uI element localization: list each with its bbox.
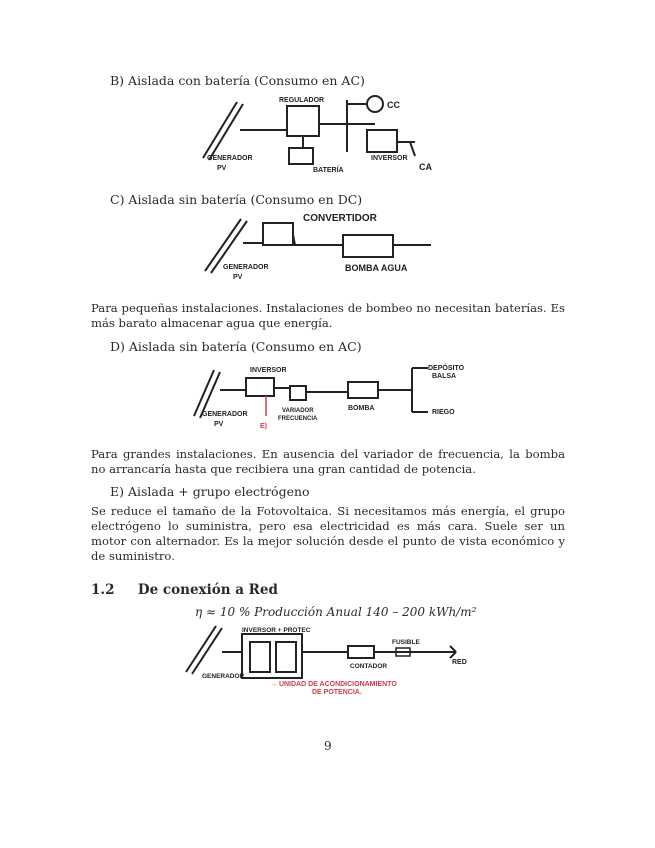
diagram-c-generator-pv: PV xyxy=(233,274,243,281)
diagram-c-converter: CONVERTIDOR xyxy=(303,213,377,224)
diagram-red-inverter: INVERSOR + PROTEC xyxy=(242,627,311,634)
diagram-d-pump: BOMBA xyxy=(348,405,375,412)
diagram-red xyxy=(178,620,478,700)
diagram-b-inverter: INVERSOR xyxy=(371,155,408,162)
section-c-note: Para pequeñas instalaciones. Instalaciones de bombeo no necesitan baterías. Es más barato almacenar agua que energía. xyxy=(91,301,565,330)
diagram-d-inverter: INVERSOR xyxy=(250,367,287,374)
diagram-red-generator: GENERADOR xyxy=(202,673,245,680)
section-e-note: Se reduce el tamaño de la Fotovoltaica. Si necesitamos más energía, el grupo electrógeno lo suministra, pero esa electricidad es más cara. Suele ser un motor con alternador. Es la mejor solución desde el punto de vista económico y de suministro. xyxy=(91,504,565,563)
diagram-b-generator-pv: PV xyxy=(217,165,227,172)
diagram-d-variator: VARIADOR xyxy=(282,408,314,414)
diagram-b-battery: BATERÍA xyxy=(313,167,344,174)
diagram-b-regulator: REGULADOR xyxy=(279,97,325,104)
diagram-d-e-mark: E) xyxy=(260,423,267,430)
diagram-c xyxy=(195,205,455,285)
section-name: De conexión a Red xyxy=(137,582,278,598)
section-d-heading: D) Aislada sin batería (Consumo en AC) xyxy=(110,339,362,354)
diagram-d-generator-pv: PV xyxy=(214,421,224,428)
diagram-red-fuse: FUSIBLE xyxy=(392,639,420,646)
section-d-note: Para grandes instalaciones. En ausencia del variador de frecuencia, la bomba no arrancaría hasta que recibiera una gran cantidad de potencia. xyxy=(91,447,565,476)
page-number: 9 xyxy=(324,739,332,753)
diagram-red-grid: RED xyxy=(452,659,467,666)
diagram-b-cc: CC xyxy=(387,100,400,110)
efficiency-formula: η ≈ 10 % Producción Anual 140 – 200 kWh/m² xyxy=(195,605,477,619)
diagram-c-generator: GENERADOR xyxy=(223,264,269,271)
diagram-b-ca: CA xyxy=(419,162,432,172)
diagram-b-generator: GENERADOR xyxy=(207,155,253,162)
diagram-d-deposit: DEPÓSITO xyxy=(428,365,465,372)
diagram-red-power: DE POTENCIA. xyxy=(312,689,362,696)
diagram-d-frequency: FRECUENCIA xyxy=(278,416,318,422)
section-e-heading: E) Aislada + grupo electrógeno xyxy=(110,484,310,499)
diagram-d-generator: GENERADOR xyxy=(202,411,248,418)
diagram-d-irrigation: RIEGO xyxy=(432,409,455,416)
diagram-d xyxy=(188,360,478,445)
section-c-heading: C) Aislada sin batería (Consumo en DC) xyxy=(110,192,363,207)
section-b-heading: B) Aislada con batería (Consumo en AC) xyxy=(110,73,365,88)
diagram-red-unit: → UNIDAD DE ACONDICIONAMIENTO xyxy=(270,681,397,688)
section-title xyxy=(91,582,278,598)
diagram-d-pond: BALSA xyxy=(432,373,457,380)
diagram-c-pump: BOMBA AGUA xyxy=(345,263,408,273)
diagram-b xyxy=(195,90,455,180)
section-number: 1.2 xyxy=(91,582,115,598)
diagram-red-meter: CONTADOR xyxy=(350,663,388,670)
